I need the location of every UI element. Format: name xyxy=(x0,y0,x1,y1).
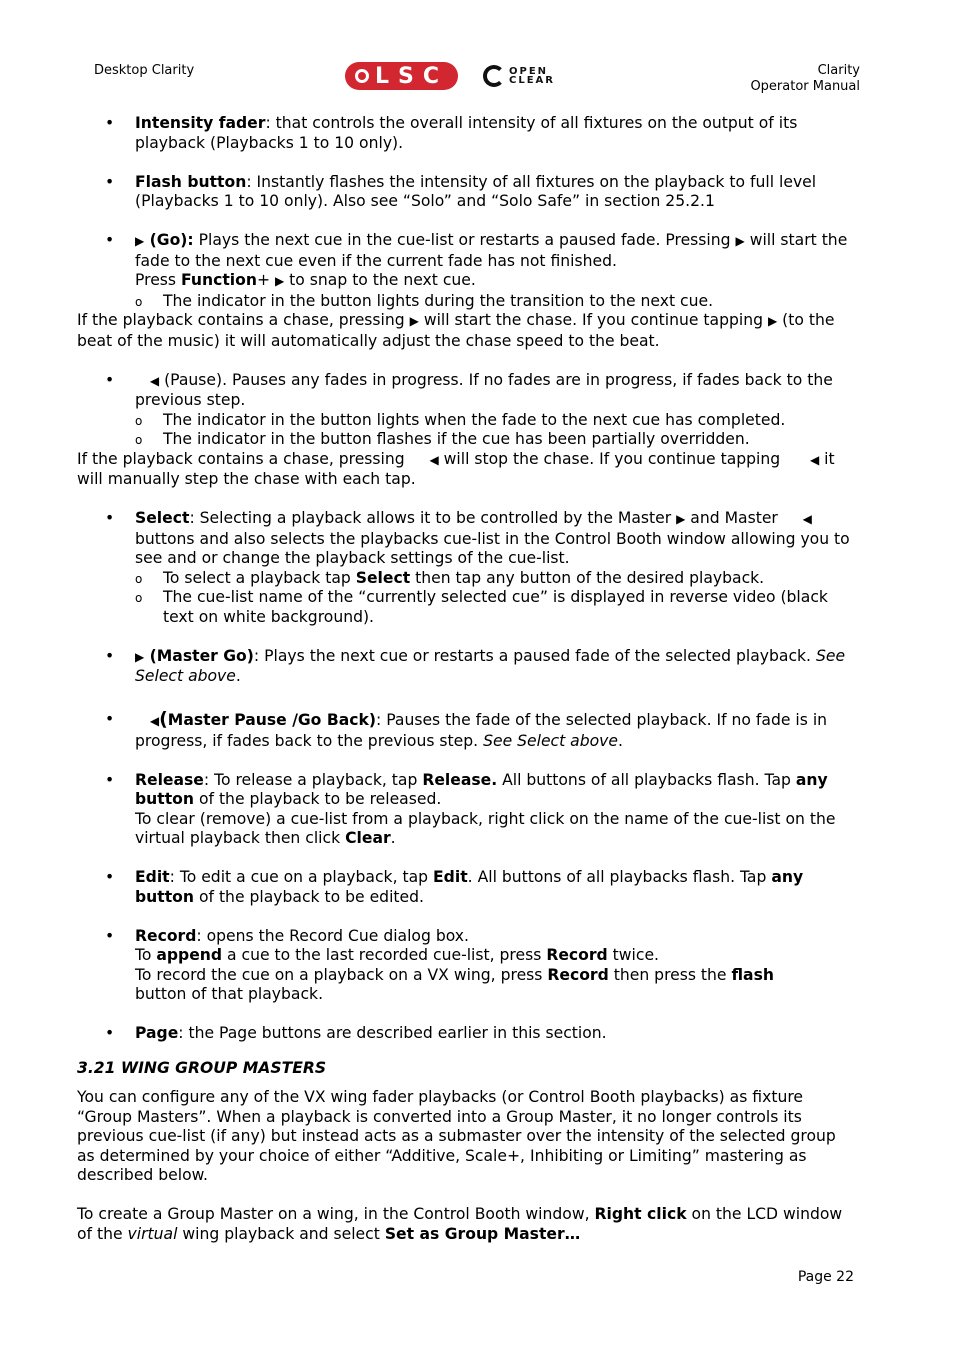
lsc-logo xyxy=(345,62,458,90)
header-right xyxy=(750,63,860,95)
section-heading: 3.21 WING GROUP MASTERS xyxy=(77,1058,327,1077)
open-clear-logo xyxy=(483,64,555,88)
play-icon: ▶ xyxy=(676,512,686,526)
select-item: • Select: Selecting a playback allows it to be controlled by the Master ▶ and Master ◀ buttons and also selects the playbacks cue-list in the Control Booth window allowing you to see and or change the playback settings of the cue-list. xyxy=(77,509,857,569)
header-right-line2: Operator Manual xyxy=(750,79,860,94)
play-icon: ▶ xyxy=(409,314,419,328)
back-icon: ◀ xyxy=(809,452,820,467)
pause-sub-item-2: o The indicator in the button flashes if the cue has been partially overridden. xyxy=(77,430,857,450)
go-chase-note: If the playback contains a chase, pressing ▶ will start the chase. If you continue tapping ▶ (to the beat of the music) it will automatically adjust the chase speed to the beat. xyxy=(77,311,835,350)
pause-chase-note: If the playback contains a chase, pressing ◀ will stop the chase. If you continue tapping ◀ it will manually step the chase with each tap. xyxy=(77,449,835,488)
flash-button-item: • Flash button: Instantly flashes the intensity of all fixtures on the playback to full level (Playbacks 1 to 10 only). Also see “Solo” and “Solo Safe” in section 25.2.1 xyxy=(77,173,857,212)
group-master-paragraph-2: To create a Group Master on a wing, in the Control Booth window, Right click on the LCD window of the virtual wing playback and select Set as Group Master… xyxy=(77,1205,843,1243)
select-sub-item-2: o The cue-list name of the “currently selected cue” is displayed in reverse video (black text on white background). xyxy=(77,588,857,627)
go-sub-item: o The indicator in the button lights during the transition to the next cue. xyxy=(77,292,857,312)
intensity-fader-item: • Intensity fader: that controls the overall intensity of all fixtures on the output of its playback (Playbacks 1 to 10 only). xyxy=(77,114,857,153)
record-item: • Record: opens the Record Cue dialog box. To append a cue to the last recorded cue-list, press Record twice. To record the cue on a playback on a VX wing, press Record then press the flash button of that playback. xyxy=(77,927,857,1005)
go-item: • ▶ (Go): Plays the next cue in the cue-list or restarts a paused fade. Pressing ▶ will start the fade to the next cue even if the current fade has not finished. Press Function+ ▶ to snap to the next cue. xyxy=(77,231,857,292)
lsc-logo-mark-icon xyxy=(355,69,369,83)
release-item: • Release: To release a playback, tap Release. All buttons of all playbacks flash. Tap any button of the playback to be released. To clear (remove) a cue-list from a playback, right click on the name of the cue-list on the virtual playback then click Clear. xyxy=(77,771,857,849)
open-clear-mark-icon xyxy=(483,65,505,87)
back-icon: ◀ xyxy=(802,512,812,526)
lsc-logo-text: LSC xyxy=(374,63,448,89)
play-icon: ▶ xyxy=(135,649,145,664)
page-number: Page 22 xyxy=(797,1269,854,1285)
pause-item: • ◀ (Pause). Pauses any fades in progress. If no fades are in progress, if fades back to the previous step. xyxy=(77,371,857,411)
back-icon: ◀ xyxy=(149,373,160,388)
open-clear-line1: OPEN xyxy=(509,66,549,77)
edit-item: • Edit: To edit a cue on a playback, tap Edit. All buttons of all playbacks flash. Tap any button of the playback to be edited. xyxy=(77,868,857,907)
open-clear-line2: CLEAR xyxy=(509,75,555,86)
play-icon: ▶ xyxy=(767,314,778,328)
back-icon: ◀ xyxy=(149,714,160,728)
page-item: • Page: the Page buttons are described earlier in this section. xyxy=(77,1024,857,1044)
play-icon: ▶ xyxy=(135,234,145,248)
group-master-paragraph-1: You can configure any of the VX wing fader playbacks (or Control Booth playbacks) as fixture “Group Masters”. When a playback is converted into a Group Master, it no longer controls its previous cue-list (if any) but instead acts as a submaster over the intensity of the selected group as determined by your choice of either “Additive, Scale+, Inhibiting or Limiting” mastering as described below. xyxy=(77,1088,836,1184)
header-right-line1: Clarity xyxy=(817,63,860,78)
master-go-item: • ▶ (Master Go): Plays the next cue or restarts a paused fade of the selected playback. See Select above. xyxy=(77,647,857,687)
header-left: Desktop Clarity xyxy=(94,63,195,78)
play-icon: ▶ xyxy=(274,274,285,288)
manual-content xyxy=(77,114,857,1244)
master-pause-item: • ◀(Master Pause /Go Back): Pauses the fade of the selected playback. If no fade is in progress, if fades back to the previous step. See Select above. xyxy=(77,710,857,751)
pause-sub-item-1: o The indicator in the button lights when the fade to the next cue has completed. xyxy=(77,411,857,431)
back-icon: ◀ xyxy=(429,452,439,467)
select-sub-item-1: o To select a playback tap Select then tap any button of the desired playback. xyxy=(77,569,857,589)
play-icon: ▶ xyxy=(735,234,745,248)
